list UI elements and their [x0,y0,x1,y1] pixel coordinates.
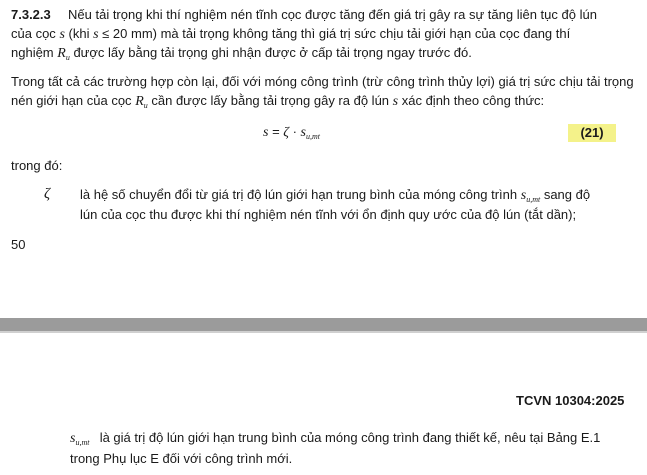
para2-line-1: Trong tất cả các trường hợp còn lại, đối với móng công trình (trừ công trình thủy lợi) giá trị sức chịu tải trọng [11,74,634,89]
s-def-line-2: trong Phụ lục E đối với công trình mới. [70,451,293,466]
section-number: 7.3.2.3 [11,7,51,22]
page-divider [0,318,647,333]
page-number: 50 [11,237,26,252]
zeta-def-line-2: lún của cọc thu được khi thí nghiệm nén tĩnh với ổn định quy ước của độ lún (tắt dần); [80,207,577,222]
formula-21: $s = \zeta \cdot s_{u,mt}$ [263,124,320,141]
para2-line-2: nén giới hạn của cọc $R_u$ cần được lấy bằng tải trọng gây ra độ lún s xác định theo công thức: [11,93,545,110]
where-label: trong đó: [11,158,63,173]
equation-number: (21) [568,124,616,142]
section-text: Nếu tải trọng khi thí nghiệm nén tĩnh cọc được tăng đến giá trị gây ra sự tăng liên tục độ lún [68,7,597,22]
section-line-1 [11,7,597,23]
zeta-symbol: ζ [44,186,51,202]
s-def-line-1: $s_{u,mt}$ là giá trị độ lún giới hạn trung bình của móng công trình đang thiết kế, nêu tại Bảng E.1 [70,430,601,447]
zeta-def-line-1: là hệ số chuyển đổi từ giá trị độ lún giới hạn trung bình của móng công trình $s_{u,mt}$ sang độ [80,187,591,204]
section-line-3: nghiệm $R_u$ được lấy bằng tải trọng ghi nhận được ở cấp tải trọng ngay trước đó. [11,45,472,62]
section-line-2: của cọc s (khi s ≤ 20 mm) mà tải trọng không tăng thì giá trị sức chịu tải giới hạn của cọc đang thí [11,26,571,42]
document-code: TCVN 10304:2025 [516,393,625,408]
